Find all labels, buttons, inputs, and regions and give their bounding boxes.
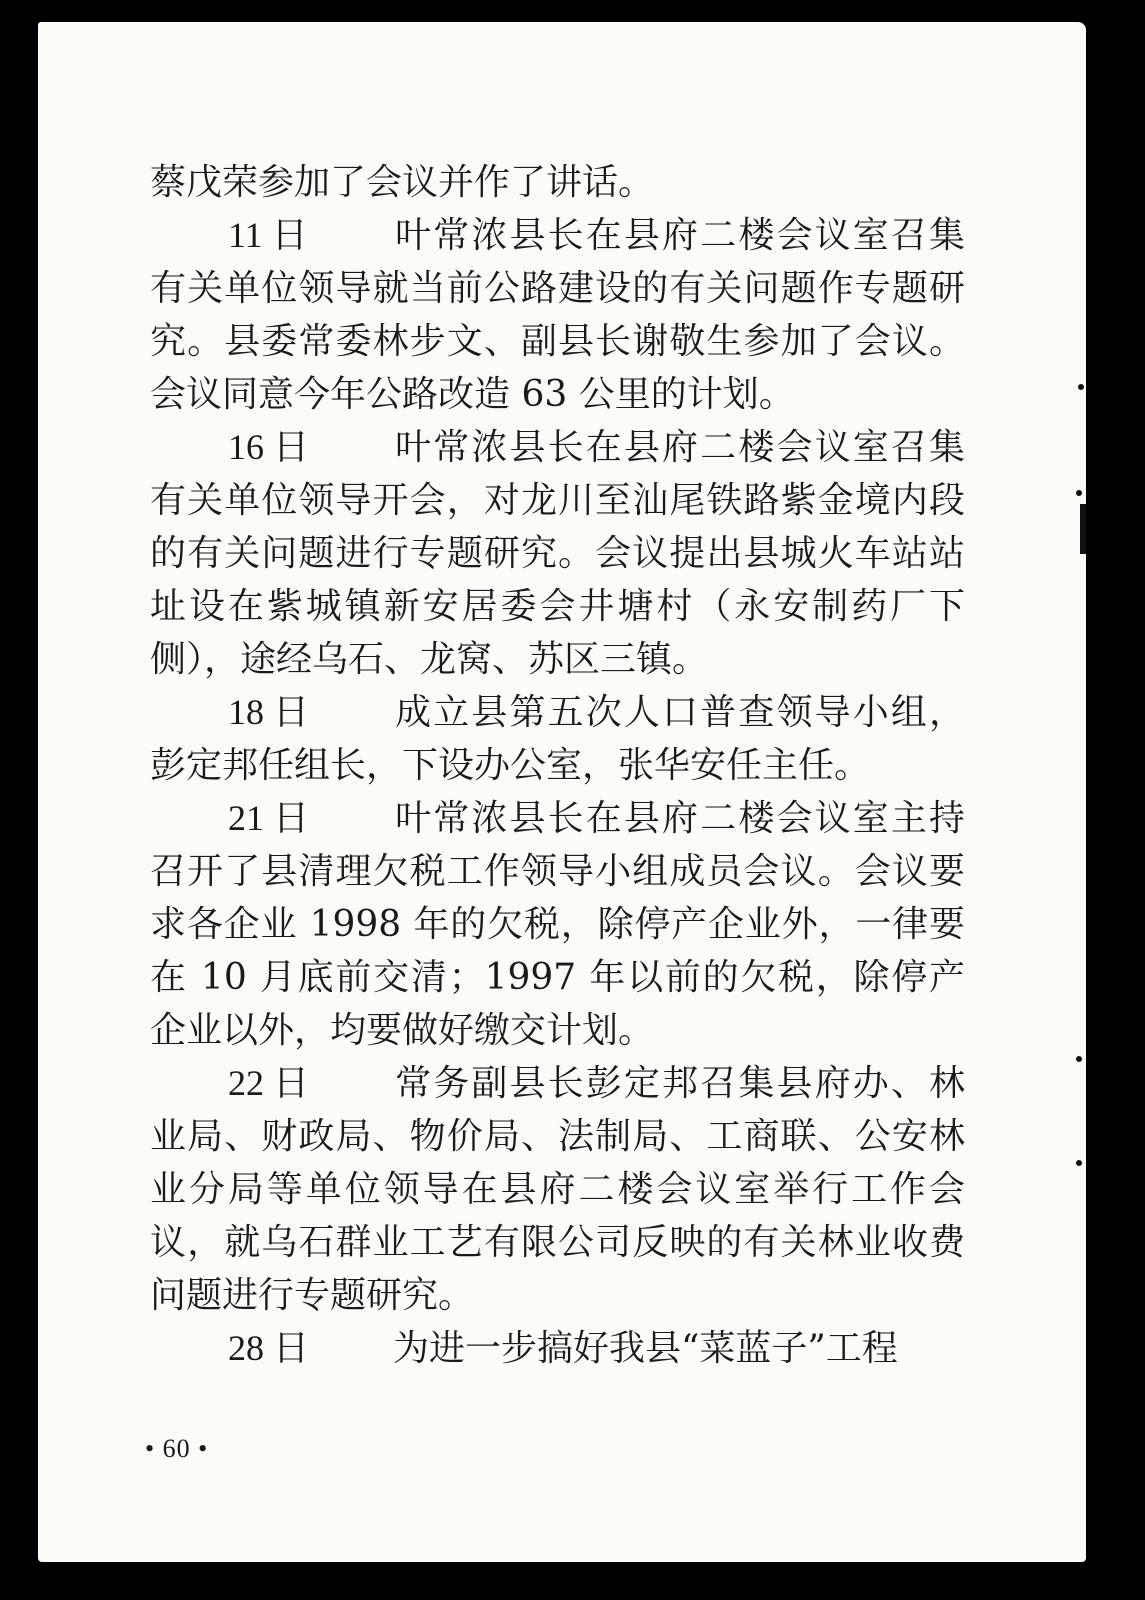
paragraph-text: 常务副县长彭定邦召集县府办、林业局、财政局、物价局、法制局、工商联、公安林业分局等单位领导在县府二楼会议室举行工作会议，就乌石群业工艺有限公司反映的有关林业收费问题进行专题研究。 (150, 1063, 965, 1316)
paragraph-text: 叶常浓县长在县府二楼会议室召集有关单位领导就当前公路建设的有关问题作专题研究。县委常委林步文、副县长谢敬生参加了会议。会议同意今年公路改造 63 公里的计划。 (150, 215, 965, 415)
document-page (38, 22, 1086, 1562)
paragraph-text: 叶常浓县长在县府二楼会议室主持召开了县清理欠税工作领导小组成员会议。会议要求各企业 1998 年的欠税，除停产企业外，一律要在 10 月底前交清；1997 年以前的欠税，除停产企业以外，均要做好缴交计划。 (150, 798, 965, 1051)
page-number: • 60 • (145, 1434, 209, 1463)
paragraph (150, 686, 965, 792)
paragraph (150, 792, 965, 1057)
entry-date: 18 日 (228, 692, 310, 732)
scan-speck (1076, 490, 1082, 496)
paragraph (150, 421, 965, 686)
entry-date: 16 日 (228, 427, 310, 467)
scan-edge-mark (1080, 504, 1086, 554)
entry-date: 21 日 (228, 798, 310, 838)
scan-speck (1076, 1056, 1082, 1062)
scan-speck (1078, 384, 1084, 390)
paragraph-text: 叶常浓县长在县府二楼会议室召集有关单位领导开会，对龙川至汕尾铁路紫金境内段的有关问题进行专题研究。会议提出县城火车站站址设在紫城镇新安居委会井塘村（永安制药厂下侧），途经乌石、龙窝、苏区三镇。 (150, 427, 965, 680)
paragraph-text: 为进一步搞好我县“菜蓝子”工程 (393, 1328, 898, 1369)
scan-speck (1076, 1160, 1082, 1166)
paragraph (150, 1057, 965, 1322)
paragraph (150, 156, 965, 209)
paragraph-text: 成立县第五次人口普查领导小组，彭定邦任组长，下设办公室，张华安任主任。 (150, 692, 965, 786)
paragraph (150, 209, 965, 421)
body-text (150, 156, 965, 1375)
paragraph (150, 1322, 965, 1375)
entry-date: 22 日 (228, 1063, 310, 1103)
entry-date: 28 日 (228, 1328, 310, 1368)
entry-date: 11 日 (228, 215, 308, 255)
paragraph-text: 蔡戊荣参加了会议并作了讲话。 (150, 162, 655, 203)
